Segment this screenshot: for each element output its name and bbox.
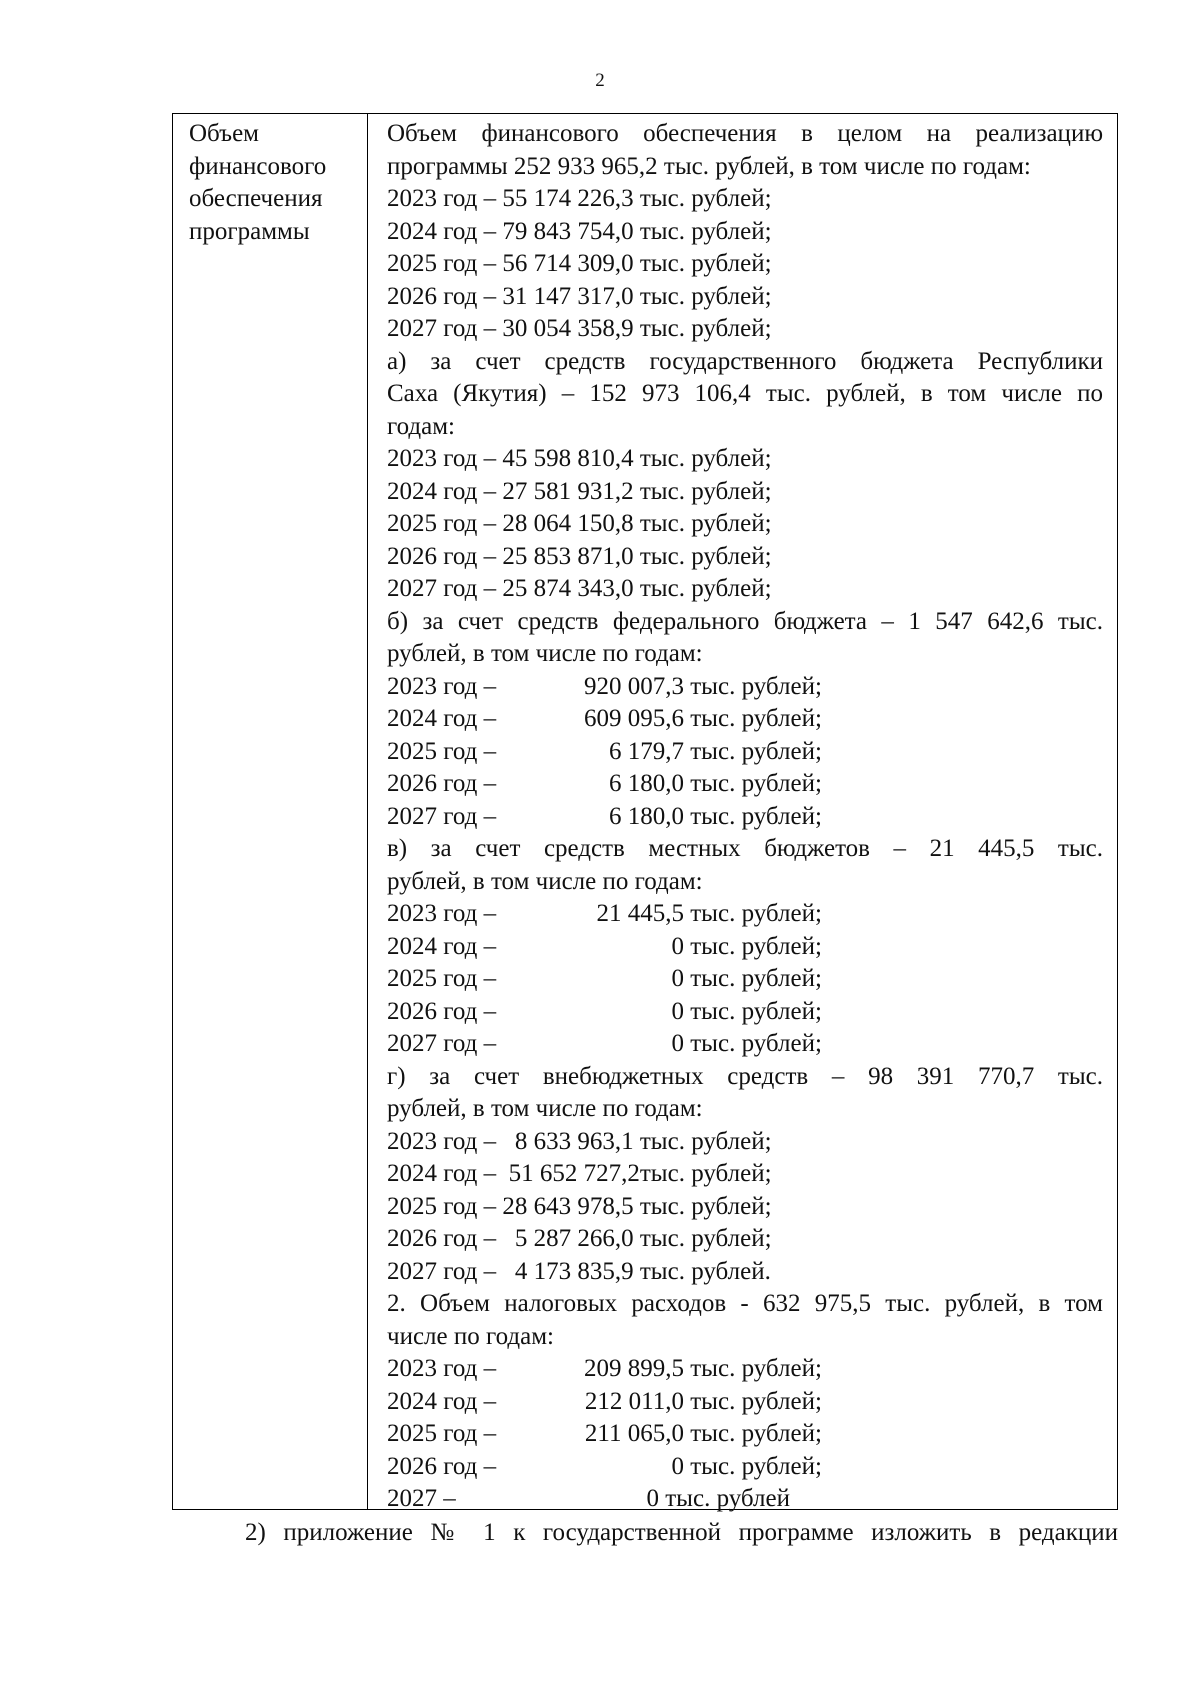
section-a-intro-line: а) за счет средств государственного бюджета Республики <box>387 347 1103 375</box>
section-c-year-line: 2026 год – 0 тыс. рублей; <box>387 997 822 1025</box>
section-b-year-line: 2026 год – 6 180,0 тыс. рублей; <box>387 770 822 797</box>
section-a-intro-line: Саха (Якутия) – 152 973 106,4 тыс. рублей, в том числе по <box>387 380 1103 407</box>
financing-details-cell <box>387 118 1103 1516</box>
section-d-year-line: 2026 год – 5 287 266,0 тыс. рублей; <box>387 1225 772 1252</box>
section-b-intro-line: рублей, в том числе по годам: <box>387 640 703 667</box>
row-label-line: обеспечения <box>189 185 323 212</box>
section-d-intro-line: г) за счет внебюджетных средств – 98 391 770,7 тыс. <box>387 1062 1103 1090</box>
section-b-year-line: 2027 год – 6 180,0 тыс. рублей; <box>387 802 822 830</box>
total-intro-line: программы 252 933 965,2 тыс. рублей, в том числе по годам: <box>387 152 1031 180</box>
row-label-line: Объем <box>189 120 259 147</box>
section-d-year-line: 2024 год – 51 652 727,2тыс. рублей; <box>387 1160 772 1187</box>
row-label-line: программы <box>189 217 310 245</box>
section-b-year-line: 2023 год – 920 007,3 тыс. рублей; <box>387 672 822 700</box>
total-intro-line: Объем финансового обеспечения в целом на реализацию <box>387 120 1103 147</box>
section-b-year-line: 2024 год – 609 095,6 тыс. рублей; <box>387 705 822 732</box>
section-a-year-line: 2026 год – 25 853 871,0 тыс. рублей; <box>387 542 772 570</box>
tax-year-line: 2023 год – 209 899,5 тыс. рублей; <box>387 1355 822 1382</box>
section-c-year-line: 2027 год – 0 тыс. рублей; <box>387 1030 822 1057</box>
tax-year-line: 2026 год – 0 тыс. рублей; <box>387 1452 822 1480</box>
total-year-line: 2023 год – 55 174 226,3 тыс. рублей; <box>387 185 772 212</box>
section-a-year-line: 2025 год – 28 064 150,8 тыс. рублей; <box>387 510 772 537</box>
section-a-intro-line: годам: <box>387 412 455 440</box>
section-d-intro-line: рублей, в том числе по годам: <box>387 1095 703 1122</box>
tax-year-line: 2027 – 0 тыс. рублей <box>387 1485 790 1512</box>
section-a-year-line: 2024 год – 27 581 931,2 тыс. рублей; <box>387 477 772 505</box>
section-d-year-line: 2023 год – 8 633 963,1 тыс. рублей; <box>387 1127 772 1155</box>
total-year-line: 2026 год – 31 147 317,0 тыс. рублей; <box>387 282 772 310</box>
section-d-year-line: 2025 год – 28 643 978,5 тыс. рублей; <box>387 1192 772 1220</box>
section-b-intro-line: б) за счет средств федерального бюджета – 1 547 642,6 тыс. <box>387 607 1103 635</box>
section-c-intro-line: рублей, в том числе по годам: <box>387 867 703 895</box>
section-c-intro-line: в) за счет средств местных бюджетов – 21 445,5 тыс. <box>387 835 1103 862</box>
section-c-year-line: 2023 год – 21 445,5 тыс. рублей; <box>387 900 822 927</box>
total-year-line: 2025 год – 56 714 309,0 тыс. рублей; <box>387 250 772 277</box>
tax-intro-line: 2. Объем налоговых расходов - 632 975,5 тыс. рублей, в том <box>387 1290 1103 1317</box>
tax-intro-line: числе по годам: <box>387 1322 554 1350</box>
row-label-cell <box>189 118 359 248</box>
section-b-year-line: 2025 год – 6 179,7 тыс. рублей; <box>387 737 822 765</box>
amendment-paragraph: 2) приложение № 1 к государственной программе изложить в редакции <box>245 1519 1118 1546</box>
section-c-year-line: 2024 год – 0 тыс. рублей; <box>387 932 822 960</box>
row-label-line: финансового <box>189 152 327 180</box>
financing-table <box>172 113 1118 1510</box>
section-d-year-line: 2027 год – 4 173 835,9 тыс. рублей. <box>387 1257 771 1285</box>
total-year-line: 2024 год – 79 843 754,0 тыс. рублей; <box>387 217 772 245</box>
section-a-year-line: 2023 год – 45 598 810,4 тыс. рублей; <box>387 445 772 472</box>
page-number: 2 <box>595 70 605 91</box>
column-divider <box>367 114 368 1509</box>
tax-year-line: 2024 год – 212 011,0 тыс. рублей; <box>387 1387 822 1415</box>
section-c-year-line: 2025 год – 0 тыс. рублей; <box>387 965 822 992</box>
section-a-year-line: 2027 год – 25 874 343,0 тыс. рублей; <box>387 575 772 602</box>
tax-year-line: 2025 год – 211 065,0 тыс. рублей; <box>387 1420 822 1447</box>
total-year-line: 2027 год – 30 054 358,9 тыс. рублей; <box>387 315 772 342</box>
